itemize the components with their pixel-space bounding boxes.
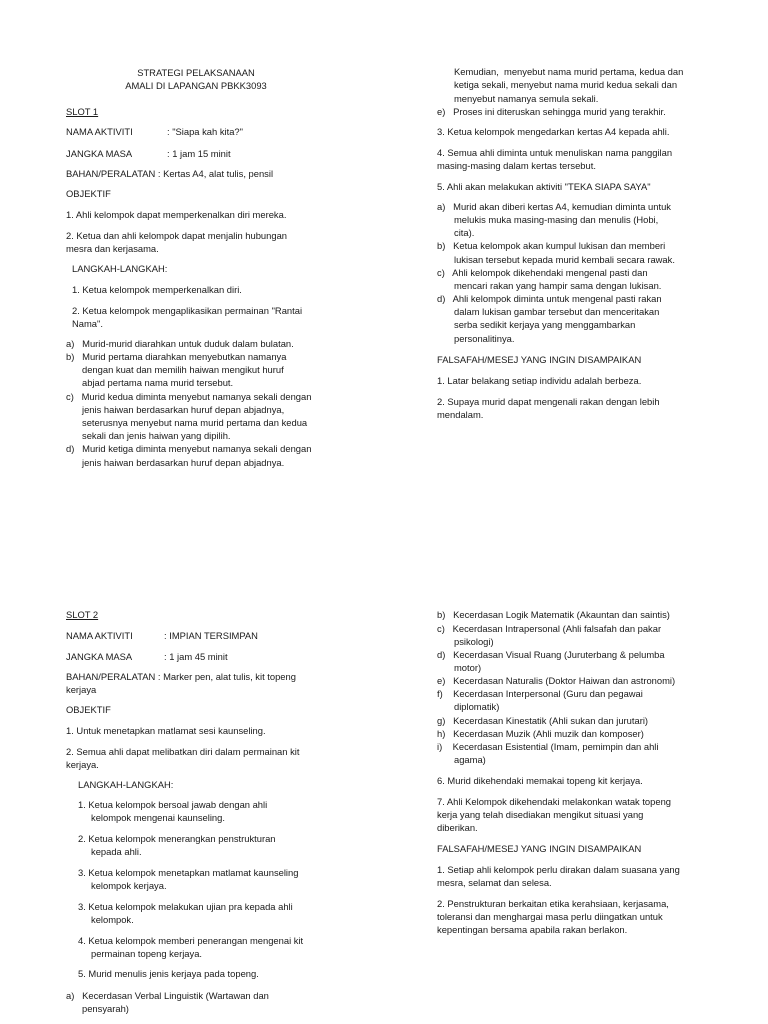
slot2-step-1a: 1. Ketua kelompok bersoal jawab dengan ahli bbox=[78, 799, 268, 810]
slot1-falsafah-2b: mendalam. bbox=[437, 409, 484, 420]
slot1-item-b-1: b) Murid pertama diarahkan menyebutkan namanya bbox=[66, 351, 287, 362]
slot2-step-3b: kelompok kerjaya. bbox=[91, 880, 167, 891]
slot1-heading: SLOT 1 bbox=[66, 106, 99, 117]
slot1-falsafah-1: 1. Latar belakang setiap individu adalah berbeza. bbox=[437, 375, 642, 386]
slot2-item-a-2: pensyarah) bbox=[82, 1003, 129, 1014]
slot1-item-d-1: d) Murid ketiga diminta menyebut namanya sekali dengan bbox=[66, 443, 312, 454]
slot1-bahan: BAHAN/PERALATAN : Kertas A4, alat tulis, pensil bbox=[66, 168, 274, 179]
slot1-continued-2: ketiga sekali, menyebut nama murid kedua sekali dan bbox=[454, 79, 678, 90]
slot2-step-2a: 2. Ketua kelompok menerangkan penstrukturan bbox=[78, 833, 276, 844]
slot2-masa-value: : 1 jam 45 minit bbox=[164, 651, 228, 662]
slot1-objective-2a: 2. Ketua dan ahli kelompok dapat menjalin hubungan bbox=[66, 230, 287, 241]
slot2-heading: SLOT 2 bbox=[66, 609, 99, 620]
slot2-item-f-1: f) Kecerdasan Interpersonal (Guru dan pegawai bbox=[437, 688, 643, 699]
slot1-item-c-1: c) Murid kedua diminta menyebut namanya sekali dengan bbox=[66, 391, 312, 402]
slot1-sub-c-1: c) Ahli kelompok dikehendaki mengenal pasti dan bbox=[437, 267, 648, 278]
slot2-item-i-1: i) Kecerdasan Esistential (Imam, pemimpin dan ahli bbox=[437, 741, 659, 752]
slot1-nama-value: : "Siapa kah kita?" bbox=[167, 126, 243, 137]
slot2-objective-2b: kerjaya. bbox=[66, 759, 99, 770]
slot1-objective-1: 1. Ahli kelompok dapat memperkenalkan diri mereka. bbox=[66, 209, 287, 220]
slot2-item-g: g) Kecerdasan Kinestatik (Ahli sukan dan jurutari) bbox=[437, 715, 649, 726]
slot1-item-c-4: sekali dan jenis haiwan yang dipilih. bbox=[82, 430, 231, 441]
slot2-step-1b: kelompok mengenai kaunseling. bbox=[91, 812, 225, 823]
slot1-step-4b: masing-masing dalam kertas tersebut. bbox=[437, 160, 596, 171]
slot2-item-a-1: a) Kecerdasan Verbal Linguistik (Wartawan dan bbox=[66, 990, 269, 1001]
slot2-step-2b: kepada ahli. bbox=[91, 846, 142, 857]
slot1-masa-value: : 1 jam 15 minit bbox=[167, 148, 231, 159]
slot2-item-h: h) Kecerdasan Muzik (Ahli muzik dan komposer) bbox=[437, 728, 644, 739]
slot1-falsafah-heading: FALSAFAH/MESEJ YANG INGIN DISAMPAIKAN bbox=[437, 354, 642, 365]
slot2-item-f-2: diplomatik) bbox=[454, 701, 500, 712]
slot1-continued-1: Kemudian, menyebut nama murid pertama, kedua dan bbox=[454, 66, 684, 77]
slot1-langkah-heading: LANGKAH-LANGKAH: bbox=[72, 263, 168, 274]
slot2-item-c-1: c) Kecerdasan Intrapersonal (Ahli falsafah dan pakar bbox=[437, 623, 662, 634]
slot2-objective-1: 1. Untuk menetapkan matlamat sesi kaunseling. bbox=[66, 725, 266, 736]
slot2-step-7c: diberikan. bbox=[437, 822, 478, 833]
slot1-step-2b: Nama". bbox=[72, 318, 103, 329]
slot1-item-b-3: abjad pertama nama murid tersebut. bbox=[82, 377, 234, 388]
slot1-step-3: 3. Ketua kelompok mengedarkan kertas A4 kepada ahli. bbox=[437, 126, 670, 137]
slot1-step-1: 1. Ketua kelompok memperkenalkan diri. bbox=[72, 284, 242, 295]
slot1-sub-d-1: d) Ahli kelompok diminta untuk mengenal pasti rakan bbox=[437, 293, 662, 304]
slot1-step-5: 5. Ahli akan melakukan aktiviti "TEKA SIAPA SAYA" bbox=[437, 181, 651, 192]
slot1-step-4a: 4. Semua ahli diminta untuk menuliskan nama panggilan bbox=[437, 147, 673, 158]
slot2-item-c-2: psikologi) bbox=[454, 636, 494, 647]
slot2-step-7a: 7. Ahli Kelompok dikehendaki melakonkan watak topeng bbox=[437, 796, 672, 807]
slot1-item-c-3: seterusnya menyebut nama murid pertama dan kedua bbox=[82, 417, 308, 428]
slot1-sub-d-3: serba sedikit kerjaya yang menggambarkan bbox=[454, 319, 636, 330]
slot1-step-2a: 2. Ketua kelompok mengaplikasikan permainan "Rantai bbox=[72, 305, 303, 316]
slot1-sub-a-3: cita). bbox=[454, 227, 475, 238]
slot2-bahan-1: BAHAN/PERALATAN : Marker pen, alat tulis, kit topeng bbox=[66, 671, 296, 682]
slot2-item-d-2: motor) bbox=[454, 662, 482, 673]
slot2-falsafah-2b: toleransi dan menghargai masa perlu diingatkan untuk bbox=[437, 911, 663, 922]
slot2-step-5b: permainan topeng kerjaya. bbox=[91, 948, 203, 959]
slot1-masa-label: JANGKA MASA bbox=[66, 148, 133, 159]
slot2-falsafah-2a: 2. Penstrukturan berkaitan etika kerahsiaan, kerjasama, bbox=[437, 898, 669, 909]
slot2-masa-label: JANGKA MASA bbox=[66, 651, 133, 662]
slot1-objective-2b: mesra dan kerjasama. bbox=[66, 243, 159, 254]
slot2-step-3a: 3. Ketua kelompok menetapkan matlamat kaunseling bbox=[78, 867, 299, 878]
slot1-continued-3: menyebut namanya semula sekali. bbox=[454, 93, 599, 104]
slot2-item-d-1: d) Kecerdasan Visual Ruang (Juruterbang & pelumba bbox=[437, 649, 665, 660]
slot1-nama-label: NAMA AKTIVITI bbox=[66, 126, 133, 137]
slot1-falsafah-2a: 2. Supaya murid dapat mengenali rakan dengan lebih bbox=[437, 396, 660, 407]
slot1-item-b-2: dengan kuat dan memilih haiwan mengikut huruf bbox=[82, 364, 284, 375]
slot2-nama-value: : IMPIAN TERSIMPAN bbox=[164, 630, 258, 641]
slot1-sub-d-4: personalitinya. bbox=[454, 333, 515, 344]
slot1-sub-b-2: lukisan tersebut kepada murid kembali secara rawak. bbox=[454, 254, 675, 265]
slot2-nama-label: NAMA AKTIVITI bbox=[66, 630, 133, 641]
slot2-item-e: e) Kecerdasan Naturalis (Doktor Haiwan dan astronomi) bbox=[437, 675, 676, 686]
slot2-item-i-2: agama) bbox=[454, 754, 486, 765]
slot2-langkah-heading: LANGKAH-LANGKAH: bbox=[78, 779, 174, 790]
slot1-item-d-2: jenis haiwan berdasarkan huruf depan abjadnya. bbox=[82, 457, 285, 468]
slot2-objektif-heading: OBJEKTIF bbox=[66, 704, 111, 715]
slot2-falsafah-1a: 1. Setiap ahli kelompok perlu dirakan dalam suasana yang bbox=[437, 864, 680, 875]
slot2-falsafah-heading: FALSAFAH/MESEJ YANG INGIN DISAMPAIKAN bbox=[437, 843, 642, 854]
doc-title-line1: STRATEGI PELAKSANAAN bbox=[137, 67, 255, 78]
slot2-objective-2a: 2. Semua ahli dapat melibatkan diri dalam permainan kit bbox=[66, 746, 300, 757]
slot1-sub-d-2: dalam lukisan gambar tersebut dan menceritakan bbox=[454, 306, 660, 317]
slot1-sub-c-2: mencari rakan yang hampir sama dengan lukisan. bbox=[454, 280, 662, 291]
slot2-step-6: 6. Murid dikehendaki memakai topeng kit kerjaya. bbox=[437, 775, 643, 786]
slot2-step-6: 5. Murid menulis jenis kerjaya pada topeng. bbox=[78, 968, 259, 979]
slot2-item-b: b) Kecerdasan Logik Matematik (Akauntan dan saintis) bbox=[437, 609, 670, 620]
slot1-objektif-heading: OBJEKTIF bbox=[66, 188, 111, 199]
slot2-step-4b: kelompok. bbox=[91, 914, 134, 925]
slot1-item-e: e) Proses ini diteruskan sehingga murid yang terakhir. bbox=[437, 106, 666, 117]
slot1-sub-a-1: a) Murid akan diberi kertas A4, kemudian diminta untuk bbox=[437, 201, 671, 212]
slot2-step-5a: 4. Ketua kelompok memberi penerangan mengenai kit bbox=[78, 935, 304, 946]
slot2-falsafah-2c: kepentingan bersama apabila rakan berlakon. bbox=[437, 924, 628, 935]
slot1-sub-a-2: melukis muka masing-masing dan menulis (Hobi, bbox=[454, 214, 659, 225]
slot2-bahan-2: kerjaya bbox=[66, 684, 97, 695]
slot2-falsafah-1b: mesra, selamat dan selesa. bbox=[437, 877, 552, 888]
slot1-sub-b-1: b) Ketua kelompok akan kumpul lukisan dan memberi bbox=[437, 240, 666, 251]
slot2-step-7b: kerja yang telah disediakan mengikut situasi yang bbox=[437, 809, 644, 820]
doc-title-line2: AMALI DI LAPANGAN PBKK3093 bbox=[125, 80, 267, 91]
slot1-item-a: a) Murid-murid diarahkan untuk duduk dalam bulatan. bbox=[66, 338, 294, 349]
slot2-step-4a: 3. Ketua kelompok melakukan ujian pra kepada ahli bbox=[78, 901, 293, 912]
slot1-item-c-2: jenis haiwan berdasarkan huruf depan abjadnya, bbox=[82, 404, 285, 415]
